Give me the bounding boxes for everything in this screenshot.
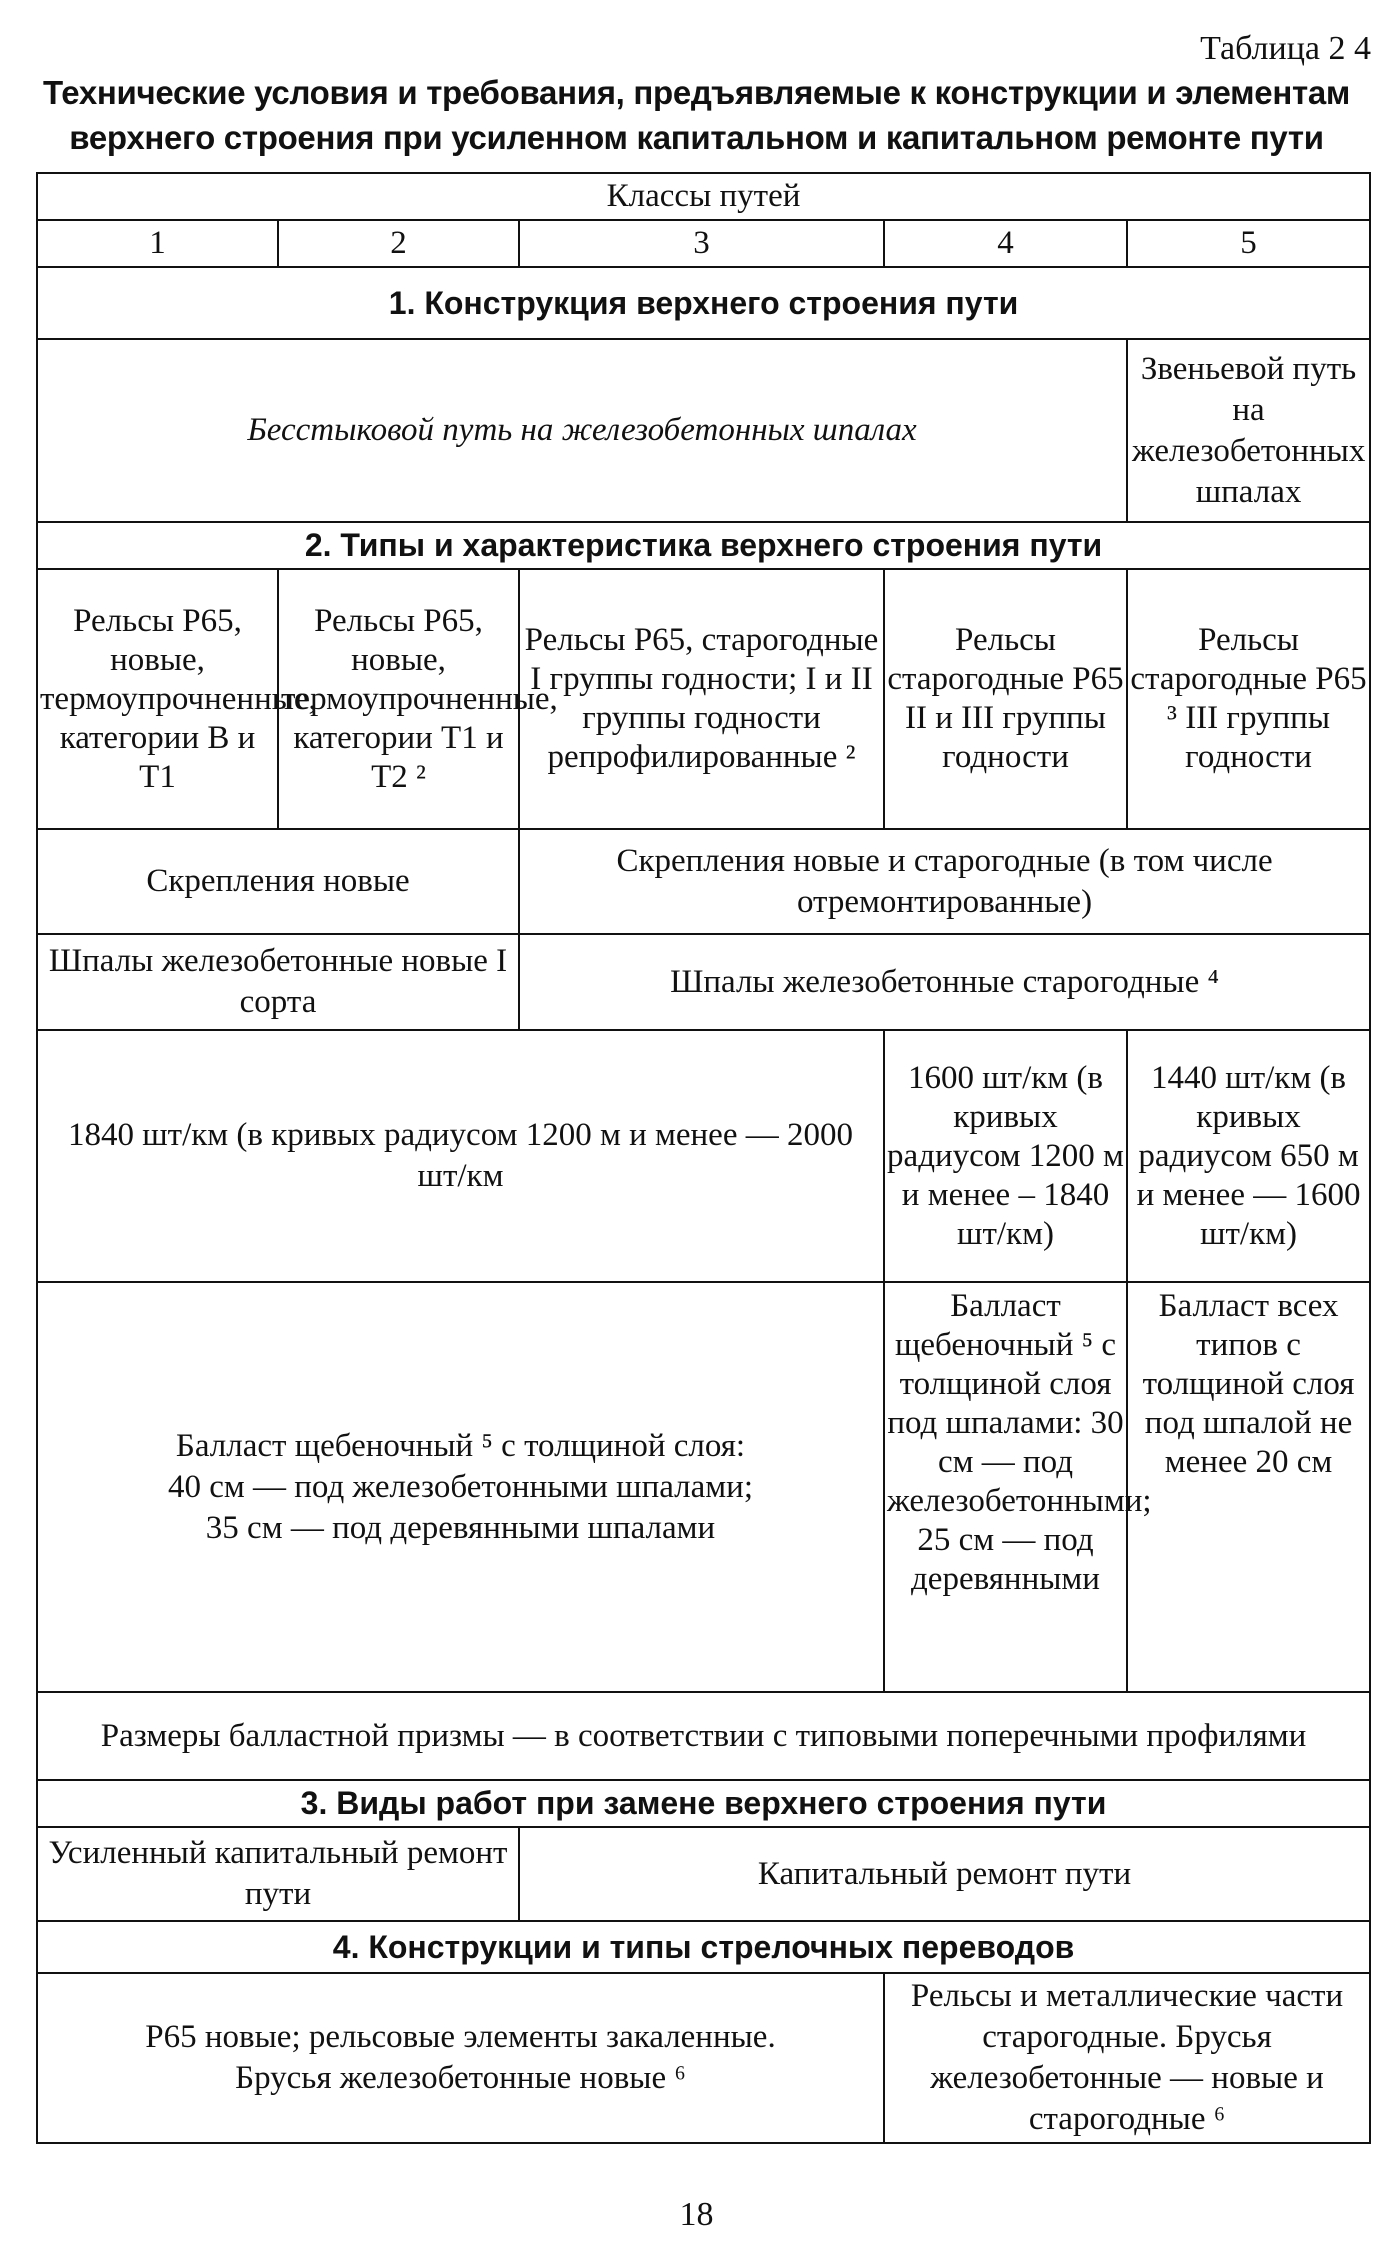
table-title-line-2: верхнего строения при усиленном капитальном и капитальном ремонте пути — [69, 119, 1324, 156]
table-title-line-1: Технические условия и требования, предъявляемые к конструкции и элементам — [43, 74, 1350, 111]
page-number: 18 — [679, 2196, 714, 2233]
ballast-main-line-3: 35 см — под деревянными шпалами — [205, 1509, 716, 1546]
rails-class-1: Рельсы Р65, новые, термоупрочненные, категории В и Т1 — [37, 569, 278, 829]
section-2-heading: 2. Типы и характеристика верхнего строения пути — [37, 522, 1370, 569]
sleepers-old-cell: Шпалы железобетонные старогодные ⁴ — [519, 934, 1370, 1030]
table-title — [0, 70, 1393, 160]
section-1-heading: 1. Конструкция верхнего строения пути — [37, 267, 1370, 339]
rails-class-2: Рельсы Р65, новые, термоупрочненные, категории Т1 и Т2 ² — [278, 569, 519, 829]
jointless-track-cell: Бесстыковой путь на железобетонных шпалах — [37, 339, 1127, 522]
ballast-prism-cell: Размеры балластной призмы — в соответствии с типовыми поперечными профилями — [37, 1692, 1370, 1780]
sleeper-density-main-cell: 1840 шт/км (в кривых радиусом 1200 м и менее — 2000 шт/км — [37, 1030, 884, 1282]
ballast-main-line-2: 40 см — под железобетонными шпалами; — [167, 1468, 753, 1505]
header-class-1: 1 — [37, 220, 278, 267]
jointed-track-cell: Звеньевой путь на железобетонных шпалах — [1127, 339, 1370, 522]
section-3-heading: 3. Виды работ при замене верхнего строения пути — [37, 1780, 1370, 1827]
sleepers-new-cell: Шпалы железобетонные новые I сорта — [37, 934, 519, 1030]
rails-class-4: Рельсы старогодные Р65 II и III группы годности — [884, 569, 1127, 829]
ballast-main-cell — [37, 1282, 884, 1692]
fastenings-mixed-cell: Скрепления новые и старогодные (в том числе отремонтированные) — [519, 829, 1370, 934]
rails-class-5: Рельсы старогодные Р65 ³ III группы годности — [1127, 569, 1370, 829]
reinforced-repair-cell: Усиленный капитальный ремонт пути — [37, 1827, 519, 1921]
header-class-3: 3 — [519, 220, 884, 267]
ballast-main-line-1: Балласт щебеночный ⁵ с толщиной слоя: — [175, 1427, 746, 1464]
section-4-heading: 4. Конструкции и типы стрелочных переводов — [37, 1921, 1370, 1973]
switches-new-cell — [37, 1973, 884, 2143]
switches-new-line-1: Р65 новые; рельсовые элементы закаленные. — [145, 2019, 776, 2055]
switches-new-line-2: Брусья железобетонные новые ⁶ — [235, 2060, 686, 2096]
fastenings-new-cell: Скрепления новые — [37, 829, 519, 934]
sleeper-density-class-4: 1600 шт/км (в кривых радиусом 1200 м и менее – 1840 шт/км) — [884, 1030, 1127, 1282]
ballast-class-4: Балласт щебеночный ⁵ с толщиной слоя под шпалами: 30 см — под железобетонными; 25 см — под деревянными — [884, 1282, 1127, 1692]
header-class-2: 2 — [278, 220, 519, 267]
capital-repair-cell: Капитальный ремонт пути — [519, 1827, 1370, 1921]
table-number: Таблица 2 4 — [1200, 30, 1371, 67]
header-class-4: 4 — [884, 220, 1127, 267]
header-class-5: 5 — [1127, 220, 1370, 267]
header-track-classes: Классы путей — [37, 173, 1370, 220]
rails-class-3: Рельсы Р65, старогодные I группы годности; I и II группы годности репрофилированные ² — [519, 569, 884, 829]
requirements-table — [36, 172, 1371, 2144]
sleeper-density-class-5: 1440 шт/км (в кривых радиусом 650 м и менее — 1600 шт/км) — [1127, 1030, 1370, 1282]
ballast-class-5: Балласт всех типов с толщиной слоя под шпалой не менее 20 см — [1127, 1282, 1370, 1692]
switches-old-cell: Рельсы и металлические части старогодные. Брусья железобетонные — новые и старогодные ⁶ — [884, 1973, 1370, 2143]
